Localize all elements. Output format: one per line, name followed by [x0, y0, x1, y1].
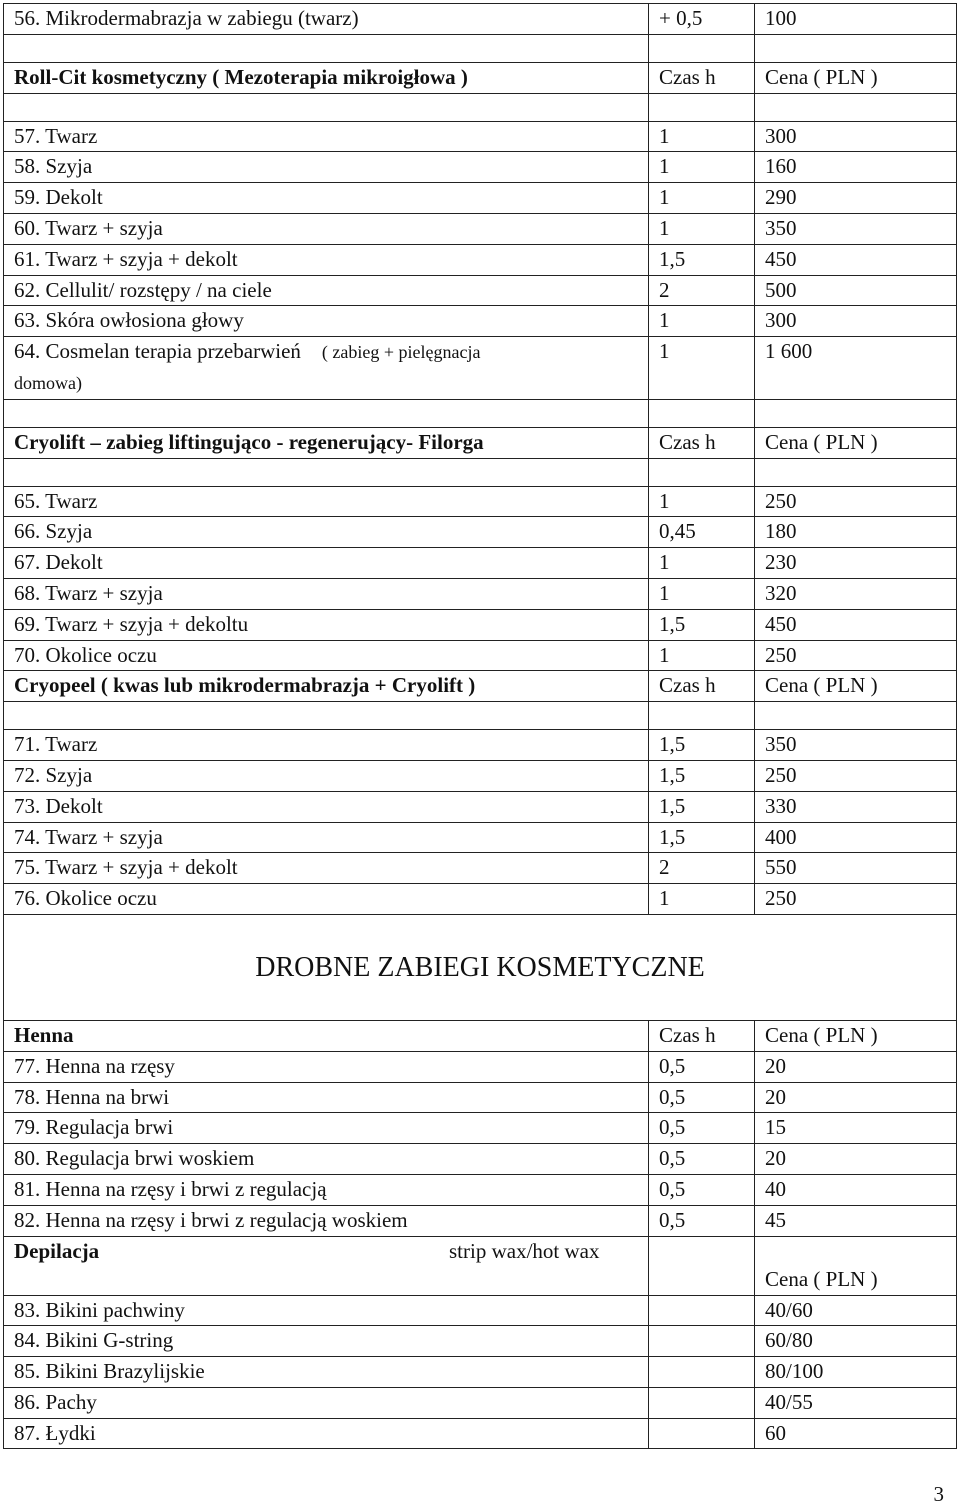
- section-title: Henna: [4, 1020, 649, 1051]
- item-name: 83. Bikini pachwiny: [4, 1295, 649, 1326]
- spacer-row: [4, 458, 957, 486]
- price-list-table: [3, 3, 957, 1449]
- item-price: 20: [755, 1082, 957, 1113]
- item-time: 1: [649, 121, 755, 152]
- item-price: 550: [755, 853, 957, 884]
- item-name: 65. Twarz: [4, 486, 649, 517]
- section-title-row: [4, 914, 957, 1020]
- item-price: 250: [755, 884, 957, 915]
- item-name: 80. Regulacja brwi woskiem: [4, 1144, 649, 1175]
- item-price: 350: [755, 213, 957, 244]
- item-price: 250: [755, 640, 957, 671]
- item-name: 69. Twarz + szyja + dekoltu: [4, 609, 649, 640]
- item-price: 300: [755, 306, 957, 337]
- item-price: 60/80: [755, 1326, 957, 1357]
- price-header: Cena ( PLN ): [755, 62, 957, 93]
- table-row: [4, 730, 957, 761]
- item-price: 330: [755, 791, 957, 822]
- item-time: + 0,5: [649, 4, 755, 35]
- item-price: 450: [755, 609, 957, 640]
- item-time: 1,5: [649, 244, 755, 275]
- table-row: [4, 1326, 957, 1357]
- item-name: 63. Skóra owłosiona głowy: [4, 306, 649, 337]
- section-header-henna: [4, 1020, 957, 1051]
- item-name: 59. Dekolt: [4, 183, 649, 214]
- time-header: Czas h: [649, 427, 755, 458]
- page-number: 3: [933, 1482, 944, 1506]
- time-header: Czas h: [649, 62, 755, 93]
- item-price: 230: [755, 548, 957, 579]
- item-time: 1,5: [649, 822, 755, 853]
- item-name: 56. Mikrodermabrazja w zabiegu (twarz): [4, 4, 649, 35]
- item-price: 45: [755, 1205, 957, 1236]
- item-time: 0,5: [649, 1144, 755, 1175]
- item-time: 1: [649, 640, 755, 671]
- item-price: 290: [755, 183, 957, 214]
- item-name: 57. Twarz: [4, 121, 649, 152]
- item-name: 72. Szyja: [4, 760, 649, 791]
- table-row: [4, 884, 957, 915]
- item-time: 0,5: [649, 1082, 755, 1113]
- table-row: [4, 4, 957, 35]
- spacer-row: [4, 93, 957, 121]
- price-header: Cena ( PLN ): [755, 1020, 957, 1051]
- table-row: [4, 1051, 957, 1082]
- table-row: [4, 1387, 957, 1418]
- item-time: 1: [649, 548, 755, 579]
- item-price: 40/60: [755, 1295, 957, 1326]
- item-name: 70. Okolice oczu: [4, 640, 649, 671]
- item-price: 100: [755, 4, 957, 35]
- table-row: [4, 213, 957, 244]
- item-time: 1: [649, 578, 755, 609]
- section-subtitle: strip wax/hot wax: [449, 1238, 600, 1263]
- item-price: 15: [755, 1113, 957, 1144]
- item-time: 0,5: [649, 1113, 755, 1144]
- section-title: Cryolift – zabieg liftingująco - regenerujący- Filorga: [4, 427, 649, 458]
- item-time: 0,5: [649, 1174, 755, 1205]
- section-title: Cryopeel ( kwas lub mikrodermabrazja + Cryolift ): [4, 671, 649, 702]
- item-name: 76. Okolice oczu: [4, 884, 649, 915]
- item-time: 0,5: [649, 1051, 755, 1082]
- item-name: 81. Henna na rzęsy i brwi z regulacją: [4, 1174, 649, 1205]
- item-name: 66. Szyja: [4, 517, 649, 548]
- table-row: [4, 822, 957, 853]
- table-row: [4, 517, 957, 548]
- item-price: 20: [755, 1144, 957, 1175]
- table-row: [4, 183, 957, 214]
- table-row: [4, 1205, 957, 1236]
- item-price: 40: [755, 1174, 957, 1205]
- section-header-rollcit: [4, 62, 957, 93]
- item-time: 2: [649, 275, 755, 306]
- item-time: 1: [649, 152, 755, 183]
- item-time: 0,45: [649, 517, 755, 548]
- table-row: [4, 1144, 957, 1175]
- item-price: 60: [755, 1418, 957, 1449]
- item-name: 62. Cellulit/ rozstępy / na ciele: [4, 275, 649, 306]
- table-row: [4, 1418, 957, 1449]
- section-header-cryolift: [4, 427, 957, 458]
- table-row: [4, 760, 957, 791]
- item-name: 68. Twarz + szyja: [4, 578, 649, 609]
- item-price: 20: [755, 1051, 957, 1082]
- item-price: 80/100: [755, 1357, 957, 1388]
- item-time: 1: [649, 183, 755, 214]
- item-name: 60. Twarz + szyja: [4, 213, 649, 244]
- item-name: 77. Henna na rzęsy: [4, 1051, 649, 1082]
- item-price: 160: [755, 152, 957, 183]
- item-time: 1: [649, 337, 755, 400]
- item-price: 250: [755, 486, 957, 517]
- section-header-cryopeel: [4, 671, 957, 702]
- item-time: 1: [649, 213, 755, 244]
- item-price: 250: [755, 760, 957, 791]
- item-price: 450: [755, 244, 957, 275]
- item-note-cont: domowa): [14, 372, 82, 393]
- item-time: 2: [649, 853, 755, 884]
- table-row: [4, 152, 957, 183]
- section-title: Depilacja: [14, 1238, 100, 1263]
- item-name: 58. Szyja: [4, 152, 649, 183]
- spacer-row: [4, 702, 957, 730]
- item-name: 85. Bikini Brazylijskie: [4, 1357, 649, 1388]
- item-time: 1: [649, 306, 755, 337]
- item-price: 40/55: [755, 1387, 957, 1418]
- item-time: 1,5: [649, 730, 755, 761]
- spacer-row: [4, 34, 957, 62]
- item-name: 87. Łydki: [4, 1418, 649, 1449]
- item-name: 78. Henna na brwi: [4, 1082, 649, 1113]
- table-row: [4, 275, 957, 306]
- item-price: 180: [755, 517, 957, 548]
- item-time: 1: [649, 486, 755, 517]
- item-name: 86. Pachy: [4, 1387, 649, 1418]
- item-note: ( zabieg + pielęgnacja: [321, 342, 481, 363]
- time-header: Czas h: [649, 671, 755, 702]
- item-price: 400: [755, 822, 957, 853]
- item-time: 1: [649, 884, 755, 915]
- item-price: 320: [755, 578, 957, 609]
- price-header: Cena ( PLN ): [755, 1236, 957, 1295]
- price-header: Cena ( PLN ): [755, 427, 957, 458]
- table-row: [4, 609, 957, 640]
- table-row: [4, 244, 957, 275]
- item-time: 0,5: [649, 1205, 755, 1236]
- table-row: [4, 1295, 957, 1326]
- depilacja-title-cell: [4, 1236, 649, 1295]
- table-row: [4, 548, 957, 579]
- item-time: 1,5: [649, 791, 755, 822]
- section-header-depilacja: [4, 1236, 957, 1295]
- item-name: 75. Twarz + szyja + dekolt: [4, 853, 649, 884]
- item-price: 300: [755, 121, 957, 152]
- table-row: [4, 1357, 957, 1388]
- item-time: 1,5: [649, 760, 755, 791]
- item-name: 71. Twarz: [4, 730, 649, 761]
- item-price: 350: [755, 730, 957, 761]
- item-name: 82. Henna na rzęsy i brwi z regulacją woskiem: [4, 1205, 649, 1236]
- item-name: 67. Dekolt: [4, 548, 649, 579]
- item-price: 1 600: [755, 337, 957, 400]
- item-name-main: 64. Cosmelan terapia przebarwień: [14, 339, 301, 364]
- table-row: [4, 1174, 957, 1205]
- table-row: [4, 853, 957, 884]
- item-name: 79. Regulacja brwi: [4, 1113, 649, 1144]
- price-header: Cena ( PLN ): [755, 671, 957, 702]
- table-row: [4, 791, 957, 822]
- time-header: Czas h: [649, 1020, 755, 1051]
- section-title: Roll-Cit kosmetyczny ( Mezoterapia mikroigłowa ): [4, 62, 649, 93]
- item-name: [4, 337, 649, 400]
- table-row: [4, 578, 957, 609]
- item-name: 73. Dekolt: [4, 791, 649, 822]
- table-row: [4, 306, 957, 337]
- table-row: [4, 1082, 957, 1113]
- table-row: [4, 121, 957, 152]
- item-name: 84. Bikini G-string: [4, 1326, 649, 1357]
- table-row: [4, 640, 957, 671]
- item-time: 1,5: [649, 609, 755, 640]
- item-name: 61. Twarz + szyja + dekolt: [4, 244, 649, 275]
- spacer-row: [4, 399, 957, 427]
- table-row: [4, 337, 957, 400]
- item-price: 500: [755, 275, 957, 306]
- table-row: [4, 1113, 957, 1144]
- table-row: [4, 486, 957, 517]
- item-name: 74. Twarz + szyja: [4, 822, 649, 853]
- drobne-zabiegi-title: DROBNE ZABIEGI KOSMETYCZNE: [4, 914, 957, 1020]
